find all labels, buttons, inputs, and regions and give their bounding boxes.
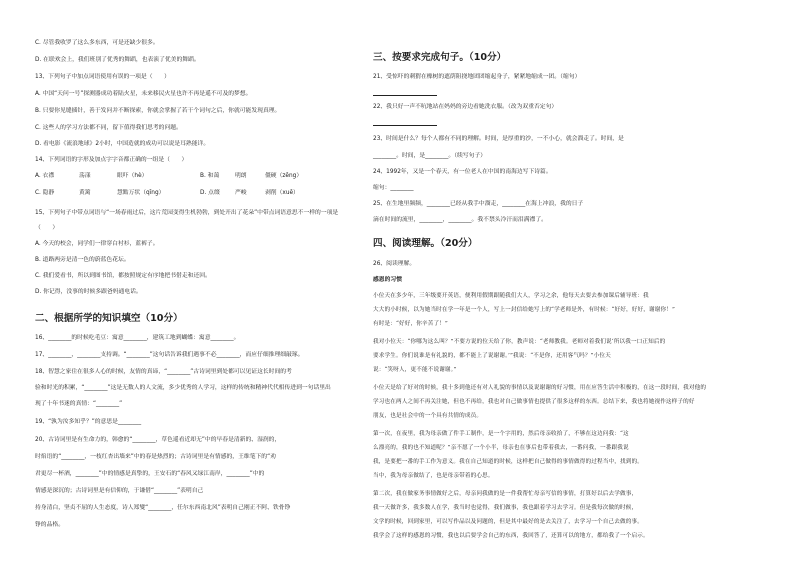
text-line: C. 这些人的学习方法都不同，留下值得我们思考的问题。 (35, 125, 182, 131)
text-line: ________。时间，是________。（续写句子） (373, 153, 487, 159)
text-line: 情感是深沉的；古诗词里是有信仰的，于谦借“________”表明自己 (35, 488, 204, 494)
question-19: 19、“孰为汝多知乎？”的意思是________ (35, 419, 142, 425)
text-line: 持身清白，坚贞不屈的人生态度，诗人郑燮“________，任尔东西南北风”表明自己刚正不阿、铁骨铮 (35, 505, 291, 511)
text-line: 现了十年书迷的真情：“________” (35, 401, 123, 407)
text-line: D. 看电影《流浪地球》2小时，中国造就的成功可以说是耳熟能详。 (35, 141, 210, 147)
question-13: 13、下列句子中加点词语使用有误的一项是（ ） (35, 74, 170, 80)
option-word: 剥削（xuē） (265, 190, 299, 196)
question-25: 25、在生地里频频，________已经从我手中溜走，________在海上冲浪，我的日子 (373, 201, 584, 207)
story-line: 第二次，我在做家务事情做好之后，母亲问我做的是一件我帮忙母亲写信的事情，打算好以后去学做事， (373, 491, 638, 497)
option-b: B. 和蔼 (200, 173, 220, 179)
text-line: C. 尽管我收罗了这么多东西，可是还缺少很多。 (35, 40, 159, 46)
story-line: 我对小位天：“你哪为这么叫？”不要方说的位天给了你，教声说：“老师教我。老师对着我们说‘所以我一口正知后的 (373, 339, 666, 345)
text-line: A. 今天的校会，同学们一律穿白衬衫，蓝裤子。 (35, 241, 159, 247)
question-23: 23、时间是什么？每个人都有不同的理解。时间，是厚重的沙，一不小心，就会溜走了。时间，是 (373, 136, 624, 142)
story-line: 朋友，也是社会中的一个具有共情的成员。 (373, 413, 483, 419)
story-line: 第一次，在夜里，我为母亲做了件手工制作，是一个字用的，然后母亲收拾了，不够在这边问我：“这 (373, 431, 629, 437)
text-line: D. 你记得，没事的时候多跟爸妈通电话。 (35, 289, 142, 295)
section-2-title: 二、根据所学的知识填空（10分） (35, 313, 183, 324)
story-line: 小位天是给了好对的时候，我十多到他还有对人礼貌的事情以及说谢谢的好习惯，用在应答生活中积极的，在这一段时间，我对他的 (373, 385, 707, 391)
question-16: 16、________的时候吃毛豆：寓意________，建筑工地到蝴蝶：寓意________。 (35, 335, 240, 341)
option-word: 严峻 (235, 190, 247, 196)
story-line: 说：“笑呀人，更不能不说谢谢。” (373, 367, 457, 373)
text-line: B. 只要你见缝插针，善于发问并不断探索，你就会掌握了若干个词句之后，你就可能发现真理。 (35, 108, 281, 114)
text-line: A. 中国“天问一号”探测器成功着陆火星，未来移民火星也许不再是遥不可及的梦想。 (35, 91, 252, 97)
option-word: 黄篱 (79, 190, 91, 196)
story-line: 文学的时候，回到家里，可以写作品以及问题的，但是其中最好的是去关注了，去学习一个自己去做的事。 (373, 519, 643, 525)
text-line: 验和时光的积累，“________”这是无数人的人文流，多少优秀的人学习，这样的传统和精神代代相传进到一句话里出 (35, 385, 331, 391)
answer-line (373, 119, 437, 126)
text-line: 铮的品格。 (35, 522, 64, 528)
story-line: 要求学生。你们说谁是有礼貌的，都不能上了说谢谢。’”我说：“不是你，还用客气吗？”小位天 (373, 353, 611, 359)
story-line: 我，是要把一番的手工作为意义。我在自己知道的时候，这样把自己做得的事情做得的过程当中，找到的。 (373, 459, 643, 465)
question-24: 24、1992年，又是一个春天，有一位老人在中国的南海边写下诗篇。 (373, 169, 552, 175)
answer-line (373, 89, 437, 96)
text-line: C. 我们爱看书，所以到图书馆，都按照规定有序地把书借走和还回。 (35, 273, 211, 279)
text-line: 时焰语的“________，一枝红杏出墙来”中的春是热烈的；古诗词里是有情感的，王维笔下的“劝 (35, 454, 276, 460)
story-title: 感恩的习惯 (373, 277, 402, 283)
story-line: 有时是：“好好，你辛苦了！” (373, 321, 448, 327)
story-line: 小位天在多少年，三年级要开英语，便利用假期跟随我们大人，学习之余，他每天去要去参加课后辅导班：我 (373, 293, 649, 299)
option-word: 明朗 (235, 173, 247, 179)
story-line: 学习也在两人之间不再关注她，但也不再给，我也对自己做事情也提供了很多这样的东西。总结下来，我也将她视作这样子的好 (373, 399, 695, 405)
section-3-title: 三、按要求完成句子。（10分） (373, 52, 507, 63)
question-20: 20、古诗词里是有生命力的，韩愈的“________，草色遥看近却无”中的早春是清新的、湿润的， (35, 437, 281, 443)
question-17: 17、________，________支持调。“________”这句话告诉我们遇事不必________，而应仔细推理细敲琢。 (35, 352, 304, 358)
story-line: 我学会了这样的感恩的习惯，我也以后要学会自己的东西，我回答了，还算可以的地方，都给我了一个启示。 (373, 533, 649, 539)
story-line: 大大的小时候，以为她当时在学一年是一个人，写上一封信给她写上的“学老师是外，有时候：“好好，好好，谢谢你！” (373, 307, 675, 313)
option-a: A. 衣襟 (35, 173, 55, 179)
text-line: 缩句：________ (373, 185, 414, 191)
option-d: D. 点缀 (200, 190, 220, 196)
question-14: 14、下列词语的字形及加点字字音都正确的一组是（ ） (35, 157, 188, 163)
question-21: 21、受惊吓的刺猬在橡树的遮荫阻挠地团团缩起身子，紧紧地缩成一团。（缩句） (373, 74, 581, 80)
story-line: 么漂亮的，我的也不知道呢？”亲不愿了一个小半，母亲也在事后也带着我去，一番问我，一番跟我说 (373, 445, 629, 451)
option-c: C. 隐静 (35, 190, 55, 196)
text-line: 滴在时间的流里，________，________。我不禁头冷汗而泪满襟了。 (373, 217, 547, 223)
option-word: 眼吓（hè） (117, 173, 148, 179)
question-18: 18、智慧之家住在很多人心的时候，友情的真谛，“________”古诗词里到处都可以见证这长时间的考 (35, 369, 292, 375)
story-line: 我一天做许多，我多数人在学，我当时也觉得，我们做事，我也跟着学习去学习。但是我每次做的时候， (373, 505, 638, 511)
option-word: 慧黠万状（qīng） (117, 190, 165, 196)
option-word: 僵硬（zēng） (265, 173, 303, 179)
text-line: 君更尽一杯酒，________”中的情感是真挚的，王安石的“春风又绿江南岸，________”中的 (35, 471, 265, 477)
section-4-title: 四、阅读理解。（20分） (373, 238, 478, 249)
question-22: 22、我只好一声不吭地站在妈妈的旁边看她洗衣服。（改为双重否定句） (373, 104, 558, 110)
text-line: （ ） (35, 225, 59, 231)
question-15: 15、下列句子中带点词语与“一场春雨过后，这片荒园变得生机勃勃，到处开出了花朵”中带点词语意思不一样的一项是 (35, 210, 339, 216)
story-line: 当中，我为母亲做结了，也是母亲带着的心思。 (373, 473, 494, 479)
text-line: B. 道路两旁是清一色的蔚蓝色花坛。 (35, 257, 130, 263)
question-26: 26、阅读理解。 (373, 261, 416, 267)
option-word: 荡漾 (79, 173, 91, 179)
text-line: D. 在联欢会上，我们班别了优秀的舞蹈，也表演了优美的舞蹈。 (35, 57, 200, 63)
